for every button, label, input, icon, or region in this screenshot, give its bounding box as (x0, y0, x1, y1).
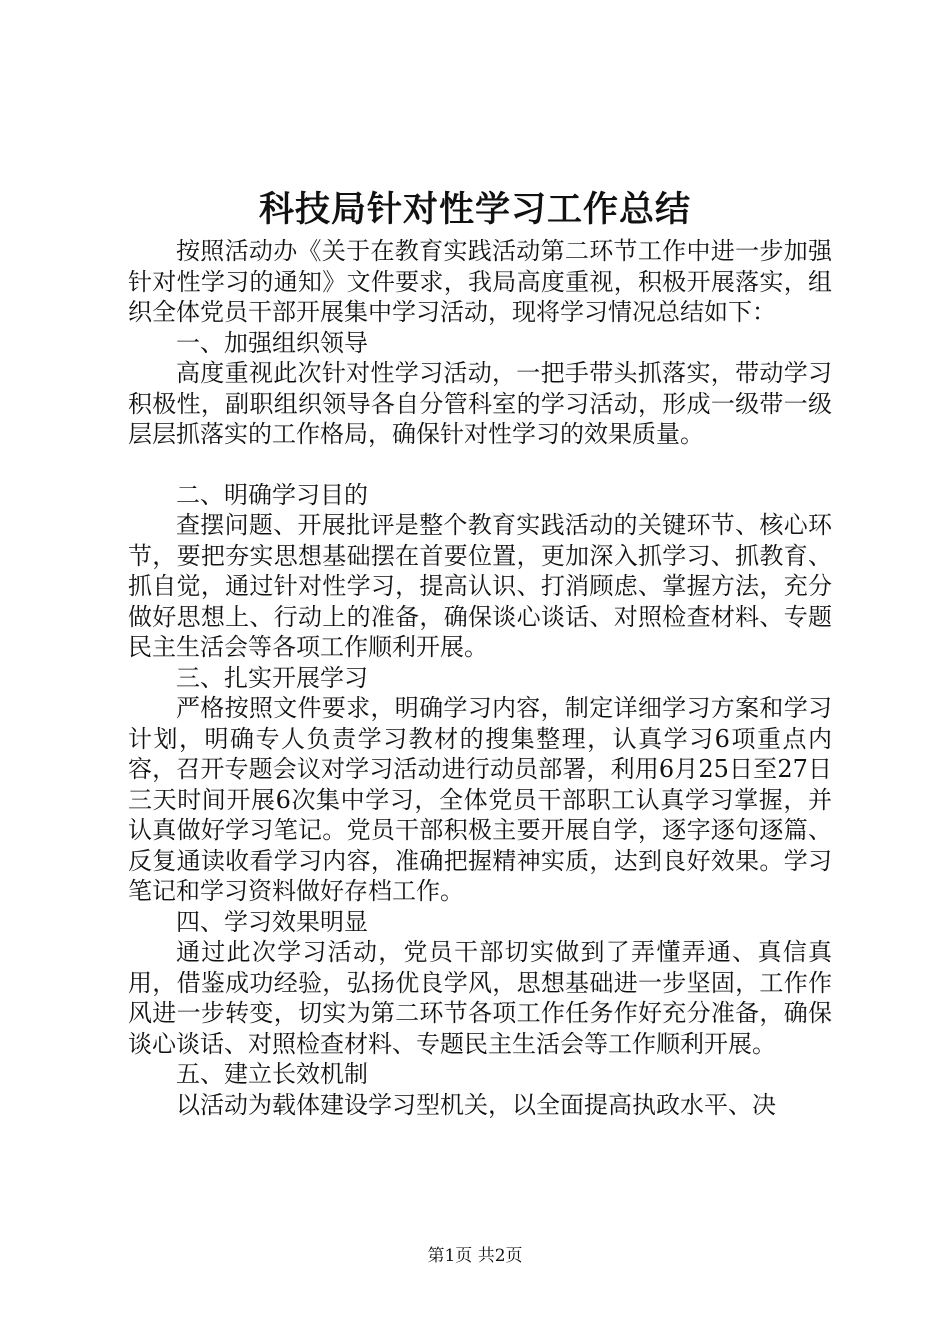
document-title: 科技局针对性学习工作总结 (258, 189, 691, 230)
section-heading-5: 五、建立长效机制 (176, 1060, 368, 1088)
section-paragraph-5: 以活动为载体建设学习型机关，以全面提高执政水平、决 (176, 1090, 776, 1119)
intro-paragraph: 按照活动办《关于在教育实践活动第二环节工作中进一步加强针对性学习的通知》文件要求，我局高度重视，积极开展落实，组织全体党员干部开展集中学习活动，现将学习情况总结如下： (128, 237, 832, 326)
section-heading-2: 二、明确学习目的 (176, 480, 368, 509)
section-heading-3: 三、扎实开展学习 (176, 663, 368, 692)
section-heading-4: 四、学习效果明显 (176, 907, 368, 936)
section-paragraph-1: 高度重视此次针对性学习活动，一把手带头抓落实，带动学习积极性，副职组织领导各自分管科室的学习活动，形成一级带一级层层抓落实的工作格局，确保针对性学习的效果质量。 (128, 359, 832, 448)
page-footer: 第1页 共2页 (427, 1246, 523, 1266)
section-paragraph-3: 严格按照文件要求，明确学习内容，制定详细学习方案和学习计划，明确专人负责学习教材的搜集整理，认真学习6项重点内容，召开专题会议对学习活动进行动员部署，利用6月25日至27日三天时间开展6次集中学习，全体党员干部职工认真学习掌握，并认真做好学习笔记。党员干部积极主要开展自学，逐字逐句逐篇、反复通读收看学习内容，准确把握精神实质，达到良好效果。学习笔记和学习资料做好存档工作。 (128, 694, 832, 905)
section-heading-1: 一、加强组织领导 (176, 328, 368, 357)
section-paragraph-2: 查摆问题、开展批评是整个教育实践活动的关键环节、核心环节，要把夯实思想基础摆在首要位置，更加深入抓学习、抓教育、抓自觉，通过针对性学习，提高认识、打消顾虑、掌握方法，充分做好思想上、行动上的准备，确保谈心谈话、对照检查材料、专题民主生活会等各项工作顺利开展。 (128, 511, 832, 661)
document-body (128, 236, 832, 1120)
section-paragraph-4: 通过此次学习活动，党员干部切实做到了弄懂弄通、真信真用，借鉴成功经验，弘扬优良学风，思想基础进一步坚固，工作作风进一步转变，切实为第二环节各项工作任务作好充分准备，确保谈心谈话、对照检查材料、专题民主生活会等工作顺利开展。 (128, 938, 832, 1058)
